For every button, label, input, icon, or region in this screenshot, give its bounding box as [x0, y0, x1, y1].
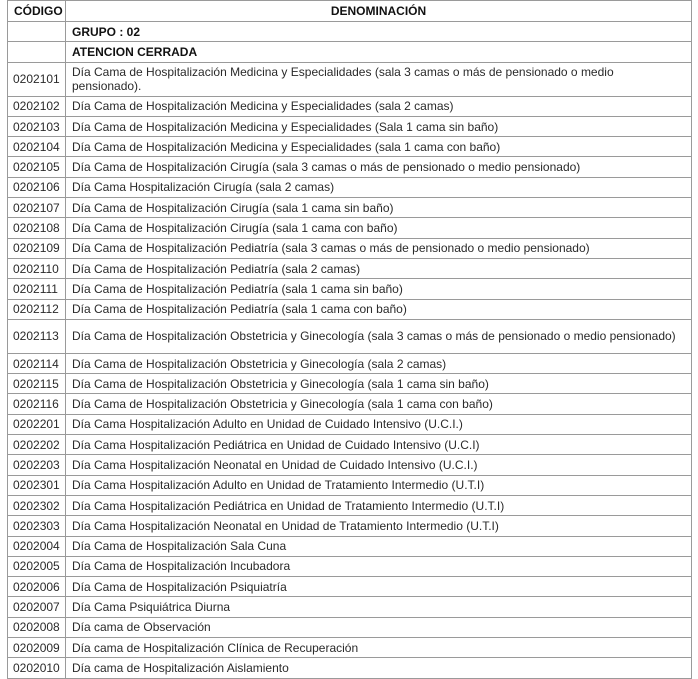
row-name: Día Cama de Hospitalización Psiquiatría [66, 577, 692, 597]
row-code: 0202112 [8, 299, 66, 319]
group-label: GRUPO : 02 [66, 22, 692, 42]
row-name: Día Cama Hospitalización Pediátrica en Unidad de Cuidado Intensivo (U.C.I) [66, 435, 692, 455]
row-name: Día Cama de Hospitalización Incubadora [66, 556, 692, 576]
row-code: 0202004 [8, 536, 66, 556]
table-row [8, 597, 692, 617]
row-name: Día Cama de Hospitalización Medicina y Especialidades (sala 2 camas) [66, 96, 692, 116]
row-code: 0202009 [8, 638, 66, 658]
table-row [8, 218, 692, 238]
row-name: Día Cama Hospitalización Cirugía (sala 2 camas) [66, 177, 692, 197]
row-name: Día Cama de Hospitalización Cirugía (sala 3 camas o más de pensionado o medio pensionado) [66, 157, 692, 177]
row-name: Día Cama de Hospitalización Medicina y Especialidades (Sala 1 cama sin baño) [66, 116, 692, 136]
row-code: 0202113 [8, 319, 66, 353]
row-name: Día Cama de Hospitalización Obstetricia y Ginecología (sala 2 camas) [66, 353, 692, 373]
row-code: 0202106 [8, 177, 66, 197]
table-row [8, 414, 692, 434]
row-name: Día Cama de Hospitalización Medicina y Especialidades (sala 3 camas o más de pensionado o medio pensionado). [66, 62, 692, 96]
table-row [8, 617, 692, 637]
row-name: Día cama de Hospitalización Clínica de Recuperación [66, 638, 692, 658]
table-row [8, 658, 692, 678]
row-code: 0202107 [8, 198, 66, 218]
row-code: 0202109 [8, 238, 66, 258]
table-row [8, 495, 692, 515]
group-code-cell [8, 22, 66, 42]
row-code: 0202201 [8, 414, 66, 434]
row-code: 0202105 [8, 157, 66, 177]
row-name: Día cama de Hospitalización Aislamiento [66, 658, 692, 678]
table-row [8, 374, 692, 394]
table-row [8, 475, 692, 495]
row-name: Día Cama de Hospitalización Medicina y Especialidades (sala 1 cama con baño) [66, 137, 692, 157]
row-name: Día Cama de Hospitalización Pediatría (sala 1 cama con baño) [66, 299, 692, 319]
row-name: Día Cama de Hospitalización Pediatría (sala 1 cama sin baño) [66, 279, 692, 299]
row-name: Día Cama Hospitalización Neonatal en Unidad de Tratamiento Intermedio (U.T.I) [66, 516, 692, 536]
row-code: 0202010 [8, 658, 66, 678]
table-row [8, 319, 692, 353]
row-code: 0202005 [8, 556, 66, 576]
table-row [8, 435, 692, 455]
row-name: Día Cama de Hospitalización Cirugía (sala 1 cama con baño) [66, 218, 692, 238]
table-row [8, 198, 692, 218]
row-name: Día Cama Hospitalización Pediátrica en Unidad de Tratamiento Intermedio (U.T.I) [66, 495, 692, 515]
row-name: Día Cama de Hospitalización Obstetricia y Ginecología (sala 1 cama sin baño) [66, 374, 692, 394]
row-code: 0202108 [8, 218, 66, 238]
header-name: DENOMINACIÓN [66, 1, 692, 22]
row-name: Día Cama de Hospitalización Pediatría (sala 3 camas o más de pensionado o medio pensionado) [66, 238, 692, 258]
row-code: 0202008 [8, 617, 66, 637]
row-code: 0202104 [8, 137, 66, 157]
codes-table [7, 0, 692, 679]
group-row [8, 22, 692, 42]
row-code: 0202006 [8, 577, 66, 597]
section-code-cell [8, 42, 66, 62]
table-row [8, 116, 692, 136]
table-row [8, 556, 692, 576]
table-row [8, 177, 692, 197]
row-code: 0202203 [8, 455, 66, 475]
row-name: Día Cama de Hospitalización Obstetricia y Ginecología (sala 3 camas o más de pensionado o medio pensionado) [66, 319, 692, 353]
table-row [8, 238, 692, 258]
row-code: 0202302 [8, 495, 66, 515]
row-code: 0202101 [8, 62, 66, 96]
row-code: 0202007 [8, 597, 66, 617]
row-name: Día Cama de Hospitalización Pediatría (sala 2 camas) [66, 258, 692, 278]
table-row [8, 638, 692, 658]
row-code: 0202114 [8, 353, 66, 373]
table-row [8, 62, 692, 96]
section-label: ATENCION CERRADA [66, 42, 692, 62]
row-code: 0202303 [8, 516, 66, 536]
table-row [8, 279, 692, 299]
table-row [8, 353, 692, 373]
table-row [8, 258, 692, 278]
table-row [8, 157, 692, 177]
header-row [8, 1, 692, 22]
row-name: Día Cama de Hospitalización Obstetricia y Ginecología (sala 1 cama con baño) [66, 394, 692, 414]
table-row [8, 137, 692, 157]
table-row [8, 577, 692, 597]
row-code: 0202202 [8, 435, 66, 455]
row-name: Día cama de Observación [66, 617, 692, 637]
row-name: Día Cama de Hospitalización Cirugía (sala 1 cama sin baño) [66, 198, 692, 218]
row-name: Día Cama Hospitalización Neonatal en Unidad de Cuidado Intensivo (U.C.I.) [66, 455, 692, 475]
row-code: 0202301 [8, 475, 66, 495]
header-code: CÓDIGO [8, 1, 66, 22]
table-row [8, 516, 692, 536]
table-row [8, 96, 692, 116]
section-row [8, 42, 692, 62]
row-code: 0202102 [8, 96, 66, 116]
table-row [8, 536, 692, 556]
row-code: 0202116 [8, 394, 66, 414]
row-name: Día Cama Hospitalización Adulto en Unidad de Cuidado Intensivo (U.C.I.) [66, 414, 692, 434]
row-name: Día Cama Hospitalización Adulto en Unidad de Tratamiento Intermedio (U.T.I) [66, 475, 692, 495]
row-name: Día Cama Psiquiátrica Diurna [66, 597, 692, 617]
table-row [8, 455, 692, 475]
row-name: Día Cama de Hospitalización Sala Cuna [66, 536, 692, 556]
row-code: 0202111 [8, 279, 66, 299]
table-row [8, 299, 692, 319]
row-code: 0202103 [8, 116, 66, 136]
table-row [8, 394, 692, 414]
row-code: 0202110 [8, 258, 66, 278]
row-code: 0202115 [8, 374, 66, 394]
